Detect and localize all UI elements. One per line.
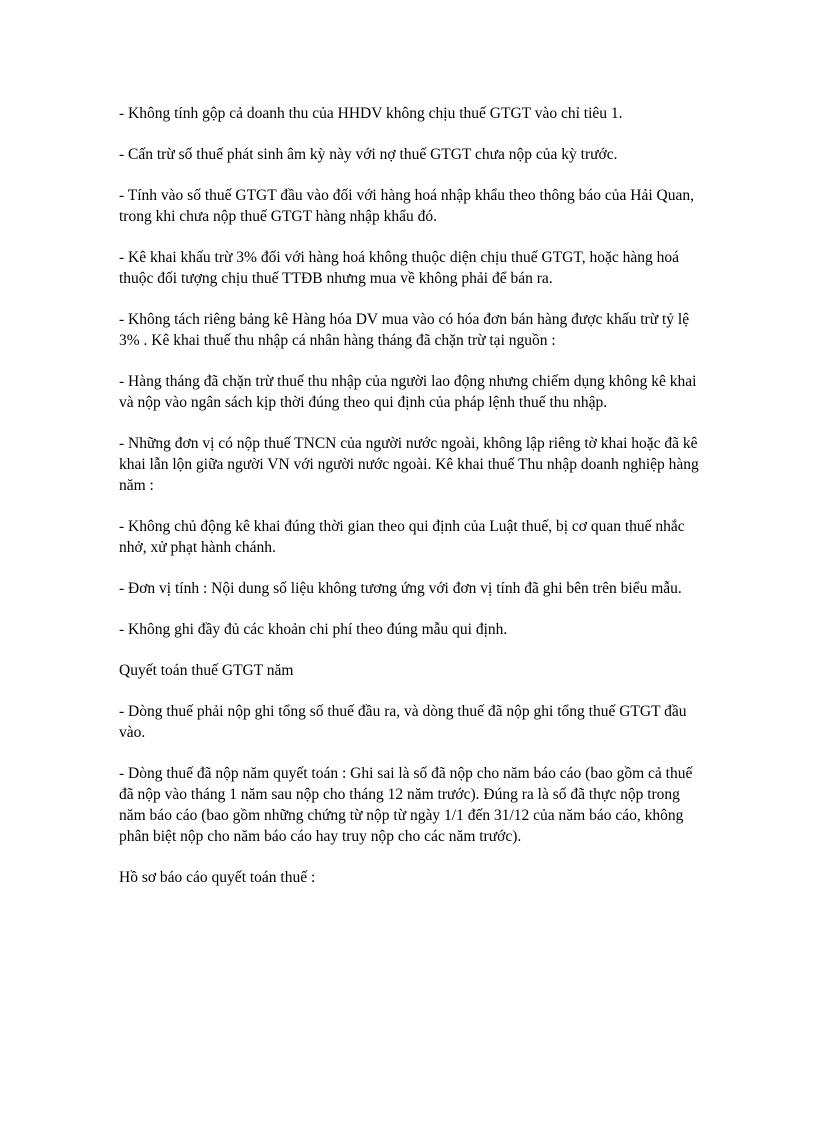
paragraph: - Dòng thuế đã nộp năm quyết toán : Ghi sai là số đã nộp cho năm báo cáo (bao gồm cả thuế đã nộp vào tháng 1 năm sau nộp cho tháng 12 năm trước). Đúng ra là số đã thực nộp trong năm báo cáo (bao gồm những chứng từ nộp từ ngày 1/1 đến 31/12 của năm báo cáo, không phân biệt nộp cho năm báo cáo hay truy nộp cho các năm trước).: [119, 765, 693, 845]
paragraph: - Dòng thuế phải nộp ghi tổng số thuế đầu ra, và dòng thuế đã nộp ghi tổng thuế GTGT đầu vào.: [119, 703, 687, 741]
paragraph: - Kê khai khấu trừ 3% đối với hàng hoá không thuộc diện chịu thuế GTGT, hoặc hàng hoá thuộc đối tượng chịu thuế TTĐB nhưng mua về không phải để bán ra.: [119, 249, 679, 287]
paragraph: - Tính vào số thuế GTGT đầu vào đối với hàng hoá nhập khẩu theo thông báo của Hải Quan, trong khi chưa nộp thuế GTGT hàng nhập khẩu đó.: [119, 187, 694, 225]
paragraph: - Hàng tháng đã chặn trừ thuế thu nhập của người lao động nhưng chiếm dụng không kê khai và nộp vào ngân sách kịp thời đúng theo qui định của pháp lệnh thuế thu nhập.: [119, 373, 697, 411]
paragraph: - Những đơn vị có nộp thuế TNCN của người nước ngoài, không lập riêng tờ khai hoặc đã kê khai lẫn lộn giữa người VN với người nước ngoài. Kê khai thuế Thu nhập doanh nghiệp hàng năm :: [119, 435, 699, 494]
section-heading: Hồ sơ báo cáo quyết toán thuế :: [119, 869, 316, 886]
paragraph: - Không tính gộp cả doanh thu của HHDV không chịu thuế GTGT vào chỉ tiêu 1.: [119, 105, 623, 122]
paragraph: - Không tách riêng bảng kê Hàng hóa DV mua vào có hóa đơn bán hàng được khấu trừ tỷ lệ 3% . Kê khai thuế thu nhập cá nhân hàng tháng đã chặn trừ tại nguồn :: [119, 311, 690, 349]
paragraph: - Không chủ động kê khai đúng thời gian theo qui định của Luật thuế, bị cơ quan thuế nhắc nhở, xử phạt hành chánh.: [119, 518, 685, 556]
paragraph: - Cấn trừ số thuế phát sinh âm kỳ này với nợ thuế GTGT chưa nộp của kỳ trước.: [119, 146, 618, 163]
paragraph: - Không ghi đầy đủ các khoản chi phí theo đúng mẫu qui định.: [119, 621, 508, 638]
paragraph: - Đơn vị tính : Nội dung số liệu không tương ứng với đơn vị tính đã ghi bên trên biểu mẫu.: [119, 580, 682, 597]
document-body: [119, 103, 709, 908]
section-heading: Quyết toán thuế GTGT năm: [119, 662, 294, 679]
